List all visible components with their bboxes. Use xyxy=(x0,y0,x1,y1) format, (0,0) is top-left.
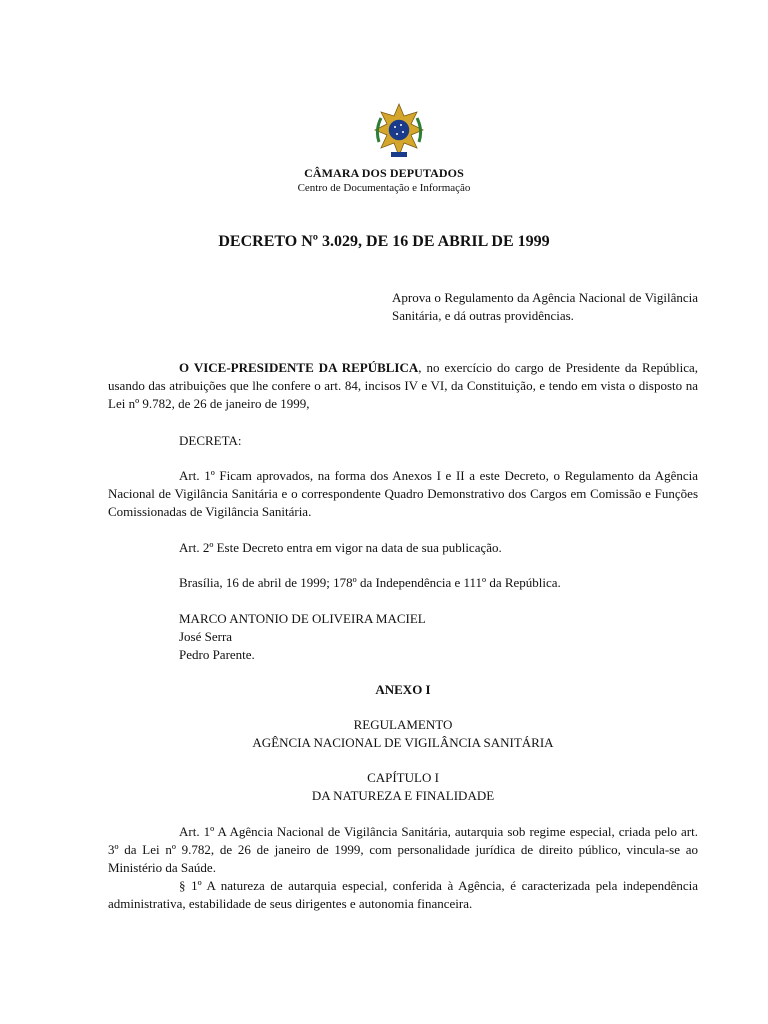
decree-ementa: Aprova o Regulamento da Agência Nacional de Vigilância Sanitária, e dá outras providências. xyxy=(392,290,698,323)
chamber-name: CÂMARA DOS DEPUTADOS xyxy=(304,166,464,180)
decree-title: DECRETO Nº 3.029, DE 16 DE ABRIL DE 1999 xyxy=(218,233,550,250)
decree-preamble xyxy=(108,359,698,413)
chapter-number: CAPÍTULO I xyxy=(367,770,439,785)
annex-article-1-text: Art. 1º A Agência Nacional de Vigilância Sanitária, autarquia sob regime especial, criada pelo art. 3º da Lei nº 9.782, de 26 de janeiro de 1999, com personalidade jurídica de direito público, vincula-se ao Ministério da Saúde. xyxy=(108,824,698,875)
coat-of-arms-icon xyxy=(373,102,425,160)
decree-article-2: Art. 2º Este Decreto entra em vigor na data de sua publicação. xyxy=(179,540,502,555)
signatory-2: José Serra xyxy=(179,629,233,644)
decree-article-1-text: Art. 1º Ficam aprovados, na forma dos Anexos I e II a este Decreto, o Regulamento da Agência Nacional de Vigilância Sanitária e o correspondente Quadro Demonstrativo dos Cargos em Comissão e Funções Comissionadas de Vigilância Sanitária. xyxy=(108,468,698,519)
regulation-heading: REGULAMENTO xyxy=(353,717,453,732)
agency-heading: AGÊNCIA NACIONAL DE VIGILÂNCIA SANITÁRIA xyxy=(252,735,554,750)
preamble-text: , no exercício do cargo de Presidente da República, usando das atribuições que lhe confere o art. 84, incisos IV e VI, da Constituição, e tendo em vista o disposto na Lei nº 9.782, de 26 de janeiro de 1999, xyxy=(108,360,698,411)
decreta-label: DECRETA: xyxy=(179,433,242,448)
signatory-1: MARCO ANTONIO DE OLIVEIRA MACIEL xyxy=(179,611,426,626)
decree-article-1 xyxy=(108,467,698,521)
chamber-subtitle: Centro de Documentação e Informação xyxy=(297,182,471,194)
annex-paragraph-1-text: § 1º A natureza de autarquia especial, conferida à Agência, é caracterizada pela independência administrativa, estabilidade de seus dirigentes e autonomia financeira. xyxy=(108,878,698,911)
annex-paragraph-1 xyxy=(108,877,698,913)
annex-title: ANEXO I xyxy=(375,682,431,697)
chapter-title: DA NATUREZA E FINALIDADE xyxy=(311,788,495,803)
place-date: Brasília, 16 de abril de 1999; 178º da Independência e 111º da República. xyxy=(179,575,561,590)
preamble-authority: O VICE-PRESIDENTE DA REPÚBLICA xyxy=(179,360,419,375)
signatory-3: Pedro Parente. xyxy=(179,647,255,662)
annex-article-1 xyxy=(108,823,698,877)
